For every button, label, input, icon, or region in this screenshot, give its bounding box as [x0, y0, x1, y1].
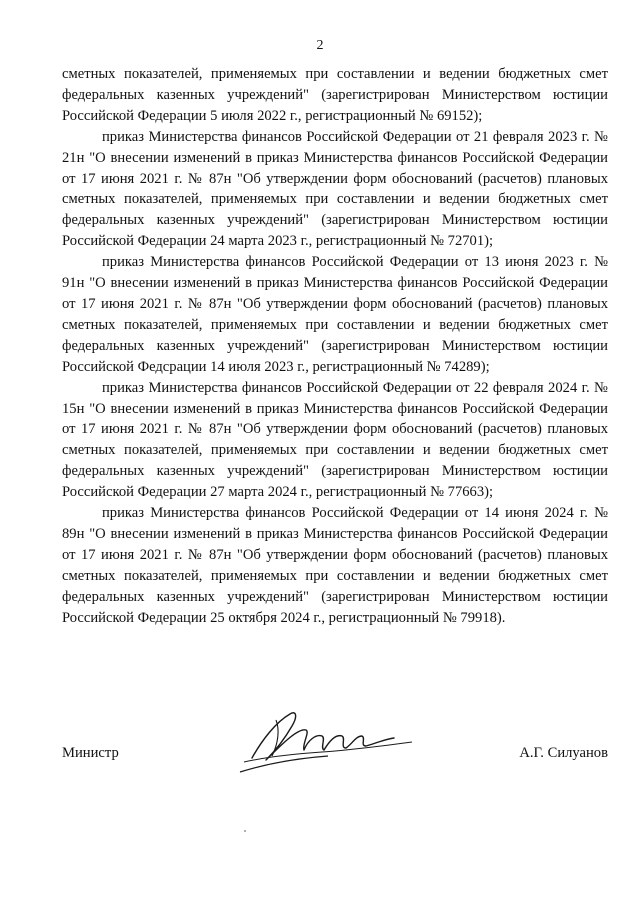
signatory-title: Министр	[62, 745, 119, 761]
handwritten-signature	[232, 700, 432, 780]
paragraph-order-91n: приказ Министерства финансов Российской Федерации от 13 июня 2023 г. № 91н "О внесении изменений в приказ Министерства финансов Российской Федерации от 17 июня 2021 г. № 87н "Об утверждении форм обоснований (расчетов) плановых сметных показателей, применяемых при составлении и ведении бюджетных смет федеральных казенных учреждений" (зарегистрирован Министерством юстиции Российской Федсрации 14 июля 2023 г., регистрационный № 74289);	[62, 254, 608, 375]
document-body	[62, 64, 608, 628]
paragraph-order-15n: приказ Министерства финансов Российской Федерации от 22 февраля 2024 г. № 15н "О внесении изменений в приказ Министерства финансов Российской Федерации от 17 июня 2021 г. № 87н "Об утверждении форм обоснований (расчетов) плановых сметных показателей, применяемых при составлении и ведении бюджетных смет федеральных казенных учреждений" (зарегистрирован Министерством юстиции Российской Федерации 27 марта 2024 г., регистрационный № 77663);	[62, 379, 608, 501]
scan-speck	[244, 830, 246, 832]
signatory-name: А.Г. Силуанов	[519, 745, 608, 761]
paragraph-order-21n: приказ Министерства финансов Российской Федерации от 21 февраля 2023 г. № 21н "О внесении изменений в приказ Министерства финансов Российской Федерации от 17 июня 2021 г. № 87н "Об утверждении форм обоснований (расчетов) плановых сметных показателей, применяемых при составлении и ведении бюджетных смет федеральных казенных учреждений" (зарегистрирован Министерством юстиции Российской Федерации 24 марта 2023 г., регистрационный № 72701);	[62, 128, 608, 250]
page-number: 2	[316, 38, 324, 53]
signature-block	[62, 700, 608, 790]
paragraph-order-89n: приказ Министерства финансов Российской Федерации от 14 июня 2024 г. № 89н "О внесении изменений в приказ Министерства финансов Российской Федерации от 17 июня 2021 г. № 87н "Об утверждении форм обоснований (расчетов) плановых сметных показателей, применяемых при составлении и ведении бюджетных смет федеральных казенных учреждений" (зарегистрирован Министерством юстиции Российской Федерации 25 октября 2024 г., регистрационный № 79918).	[62, 505, 608, 626]
paragraph-continuation: сметных показателей, применяемых при составлении и ведении бюджетных смет федеральных казенных учреждений" (зарегистрирован Министерством юстиции Российской Федерации 5 июля 2022 г., регистрационный № 69152);	[62, 66, 608, 124]
